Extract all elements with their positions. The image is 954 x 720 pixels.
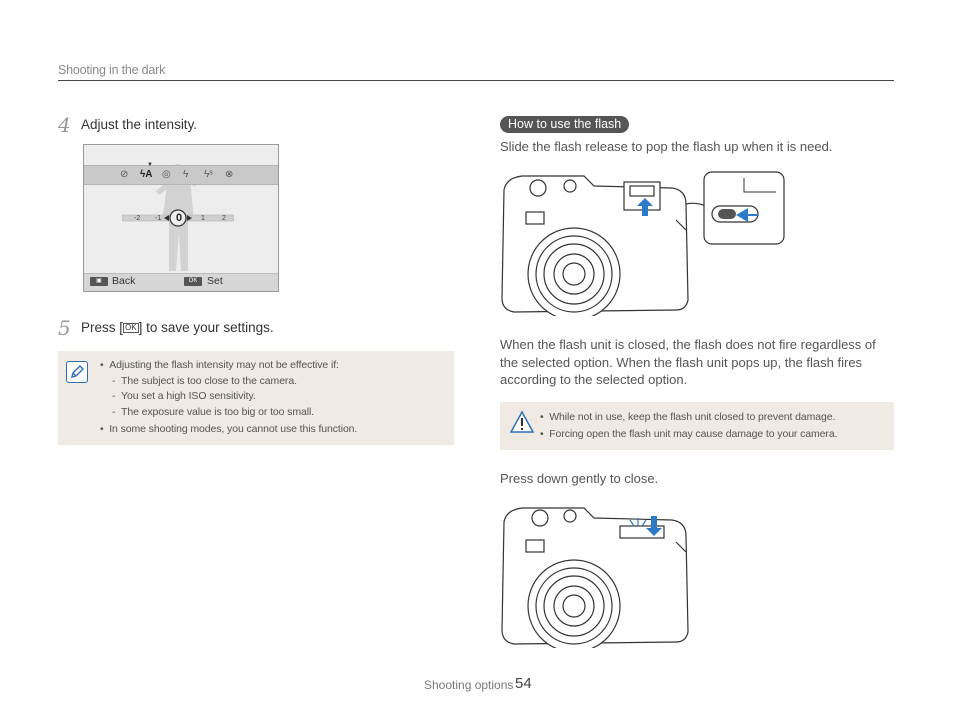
ok-key-icon: OK — [184, 277, 202, 286]
scale-tick: 2 — [222, 215, 226, 222]
ok-button-icon: OK — [125, 323, 137, 333]
note-subitem: - The subject is too close to the camera. — [112, 375, 297, 387]
caution-item: • Forcing open the flash unit may cause damage to your camera. — [540, 428, 838, 440]
flash-para-line: the selected option. When the flash unit pops up, the flash fires — [500, 354, 863, 370]
section-heading-pill: How to use the flash — [500, 116, 629, 133]
note-item: • In some shooting modes, you cannot use this function. — [100, 423, 358, 435]
camera-flash-close-illustration — [500, 502, 692, 648]
step-5-text-after: ] to save your settings. — [138, 320, 274, 335]
section-title: Shooting in the dark — [58, 63, 166, 77]
scale-tick: 1 — [201, 215, 205, 222]
close-flash-text: Press down gently to close. — [500, 471, 659, 486]
caution-item: • While not in use, keep the flash unit closed to prevent damage. — [540, 411, 836, 423]
menu-key-icon: ▣ — [90, 277, 108, 286]
scale-center-value: 0 — [176, 212, 183, 224]
lcd-button-guide — [84, 273, 278, 292]
page-number: 54 — [515, 675, 532, 692]
note-subitem: - You set a high ISO sensitivity. — [112, 390, 256, 402]
flash-off-icon: ⊘ — [120, 169, 129, 180]
flash-auto-icon: ϟA — [140, 169, 153, 180]
flash-para-line: When the flash unit is closed, the flash does not fire regardless of — [500, 337, 876, 352]
selector-marker-icon: ▼ — [147, 162, 153, 168]
step-5-text-before: Press [ — [81, 320, 124, 335]
slow-sync-icon: ϟˢ — [204, 169, 213, 180]
header-rule — [58, 80, 894, 81]
step-4-number: 4 — [58, 113, 71, 137]
camera-flash-up-illustration — [500, 170, 786, 316]
footer-section-label: Shooting options — [424, 678, 514, 692]
set-label: Set — [207, 275, 223, 287]
note-pencil-icon — [66, 361, 88, 383]
flash-para-line: according to the selected option. — [500, 372, 688, 387]
note-subitem: - The exposure value is too big or too small. — [112, 406, 315, 418]
step-5-text — [81, 320, 274, 335]
caution-box — [500, 402, 894, 450]
note-item: • Adjusting the flash intensity may not be effective if: — [100, 359, 339, 371]
scale-tick: -1 — [155, 215, 162, 222]
red-eye-fix-icon: ⊗ — [225, 169, 234, 180]
red-eye-icon: ◎ — [162, 169, 171, 180]
flash-mode-bar — [84, 162, 278, 185]
step-5-number: 5 — [58, 316, 71, 340]
flash-intro-text: Slide the flash release to pop the flash up when it is need. — [500, 139, 833, 154]
scale-tick: -2 — [134, 215, 141, 222]
fill-in-flash-icon: ϟ — [183, 169, 189, 180]
back-label: Back — [112, 275, 136, 287]
step-4-text: Adjust the intensity. — [81, 117, 198, 132]
warning-triangle-icon — [510, 410, 534, 434]
camera-lcd-screenshot — [83, 144, 279, 292]
